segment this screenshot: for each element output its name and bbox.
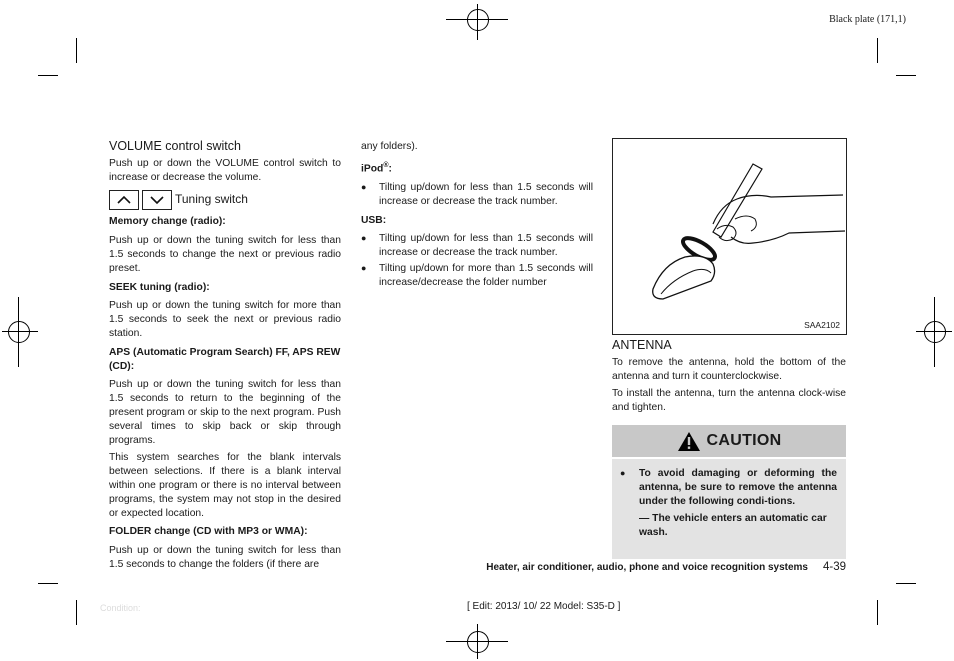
warning-triangle-icon xyxy=(677,431,701,452)
antenna-text-1: To remove the antenna, hold the bottom of the antenna and turn it counterclockwise. xyxy=(612,356,846,382)
aps-text-1: Push up or down the tuning switch for less than 1.5 seconds to return to the beginning of the present program or skip to the next program. Push several times to skip back or skip through programs. xyxy=(109,379,341,446)
tuning-switch-label: Tuning switch xyxy=(175,192,248,207)
caution-body xyxy=(612,459,846,559)
folder-text: Push up or down the tuning switch for less than 1.5 seconds to change the folders (if there are xyxy=(109,545,341,570)
middle-column xyxy=(361,140,593,292)
continued-text: any folders). xyxy=(361,141,418,152)
left-column xyxy=(109,140,341,576)
antenna-title: ANTENNA xyxy=(612,338,672,352)
caution-title: CAUTION xyxy=(706,432,782,449)
ipod-bullet-1: ● Tilting up/down for less than 1.5 seconds will increase or decrease the track number. xyxy=(361,182,593,207)
ipod-title: iPod®: xyxy=(361,161,392,175)
right-column xyxy=(612,339,846,419)
page-number: 4-39 xyxy=(822,561,846,573)
usb-bullet-2: ● Tilting up/down for more than 1.5 seconds will increase/decrease the folder number xyxy=(361,263,593,288)
usb-bullet-1: ● Tilting up/down for less than 1.5 seconds will increase or decrease the track number. xyxy=(361,233,593,259)
memory-text: Push up or down the tuning switch for less than 1.5 seconds to change the next or previous radio preset. xyxy=(109,235,341,274)
volume-text: Push up or down the VOLUME control switch to increase or decrease the volume. xyxy=(109,157,341,183)
tuning-down-icon xyxy=(142,190,172,210)
condition-label: Condition: xyxy=(100,603,141,613)
folder-title: FOLDER change (CD with MP3 or WMA): xyxy=(109,526,308,538)
memory-title: Memory change (radio): xyxy=(109,216,226,228)
plate-label: Black plate (171,1) xyxy=(829,14,906,25)
antenna-figure xyxy=(612,138,847,335)
usb-title: USB: xyxy=(361,214,387,226)
seek-title: SEEK tuning (radio): xyxy=(109,281,210,293)
edit-info: [ Edit: 2013/ 10/ 22 Model: S35-D ] xyxy=(467,601,621,612)
caution-sub: — The vehicle enters an automatic car wash. xyxy=(639,513,827,539)
tuning-up-icon xyxy=(109,190,139,210)
antenna-text-2: To install the antenna, turn the antenna clock-wise and tighten. xyxy=(612,388,846,414)
seek-text: Push up or down the tuning switch for more than 1.5 seconds to seek the next or previous radio station. xyxy=(109,300,341,339)
footer-title: Heater, air conditioner, audio, phone and voice recognition systems xyxy=(486,562,808,573)
caution-header xyxy=(612,425,846,457)
caution-bullet: ● To avoid damaging or deforming the antenna, be sure to remove the antenna under the following condi-tions. xyxy=(620,468,837,507)
antenna-illustration xyxy=(613,139,846,334)
aps-text-2: This system searches for the blank intervals between selections. If there is a blank interval within one program or there is no interval between programs, the system may not stop in the desired or expected location. xyxy=(109,452,341,519)
volume-title: VOLUME control switch xyxy=(109,139,241,153)
figure-id: SAA2102 xyxy=(804,320,840,330)
tuning-switch-row xyxy=(109,190,341,210)
aps-title: APS (Automatic Program Search) FF, APS REW (CD): xyxy=(109,346,341,372)
